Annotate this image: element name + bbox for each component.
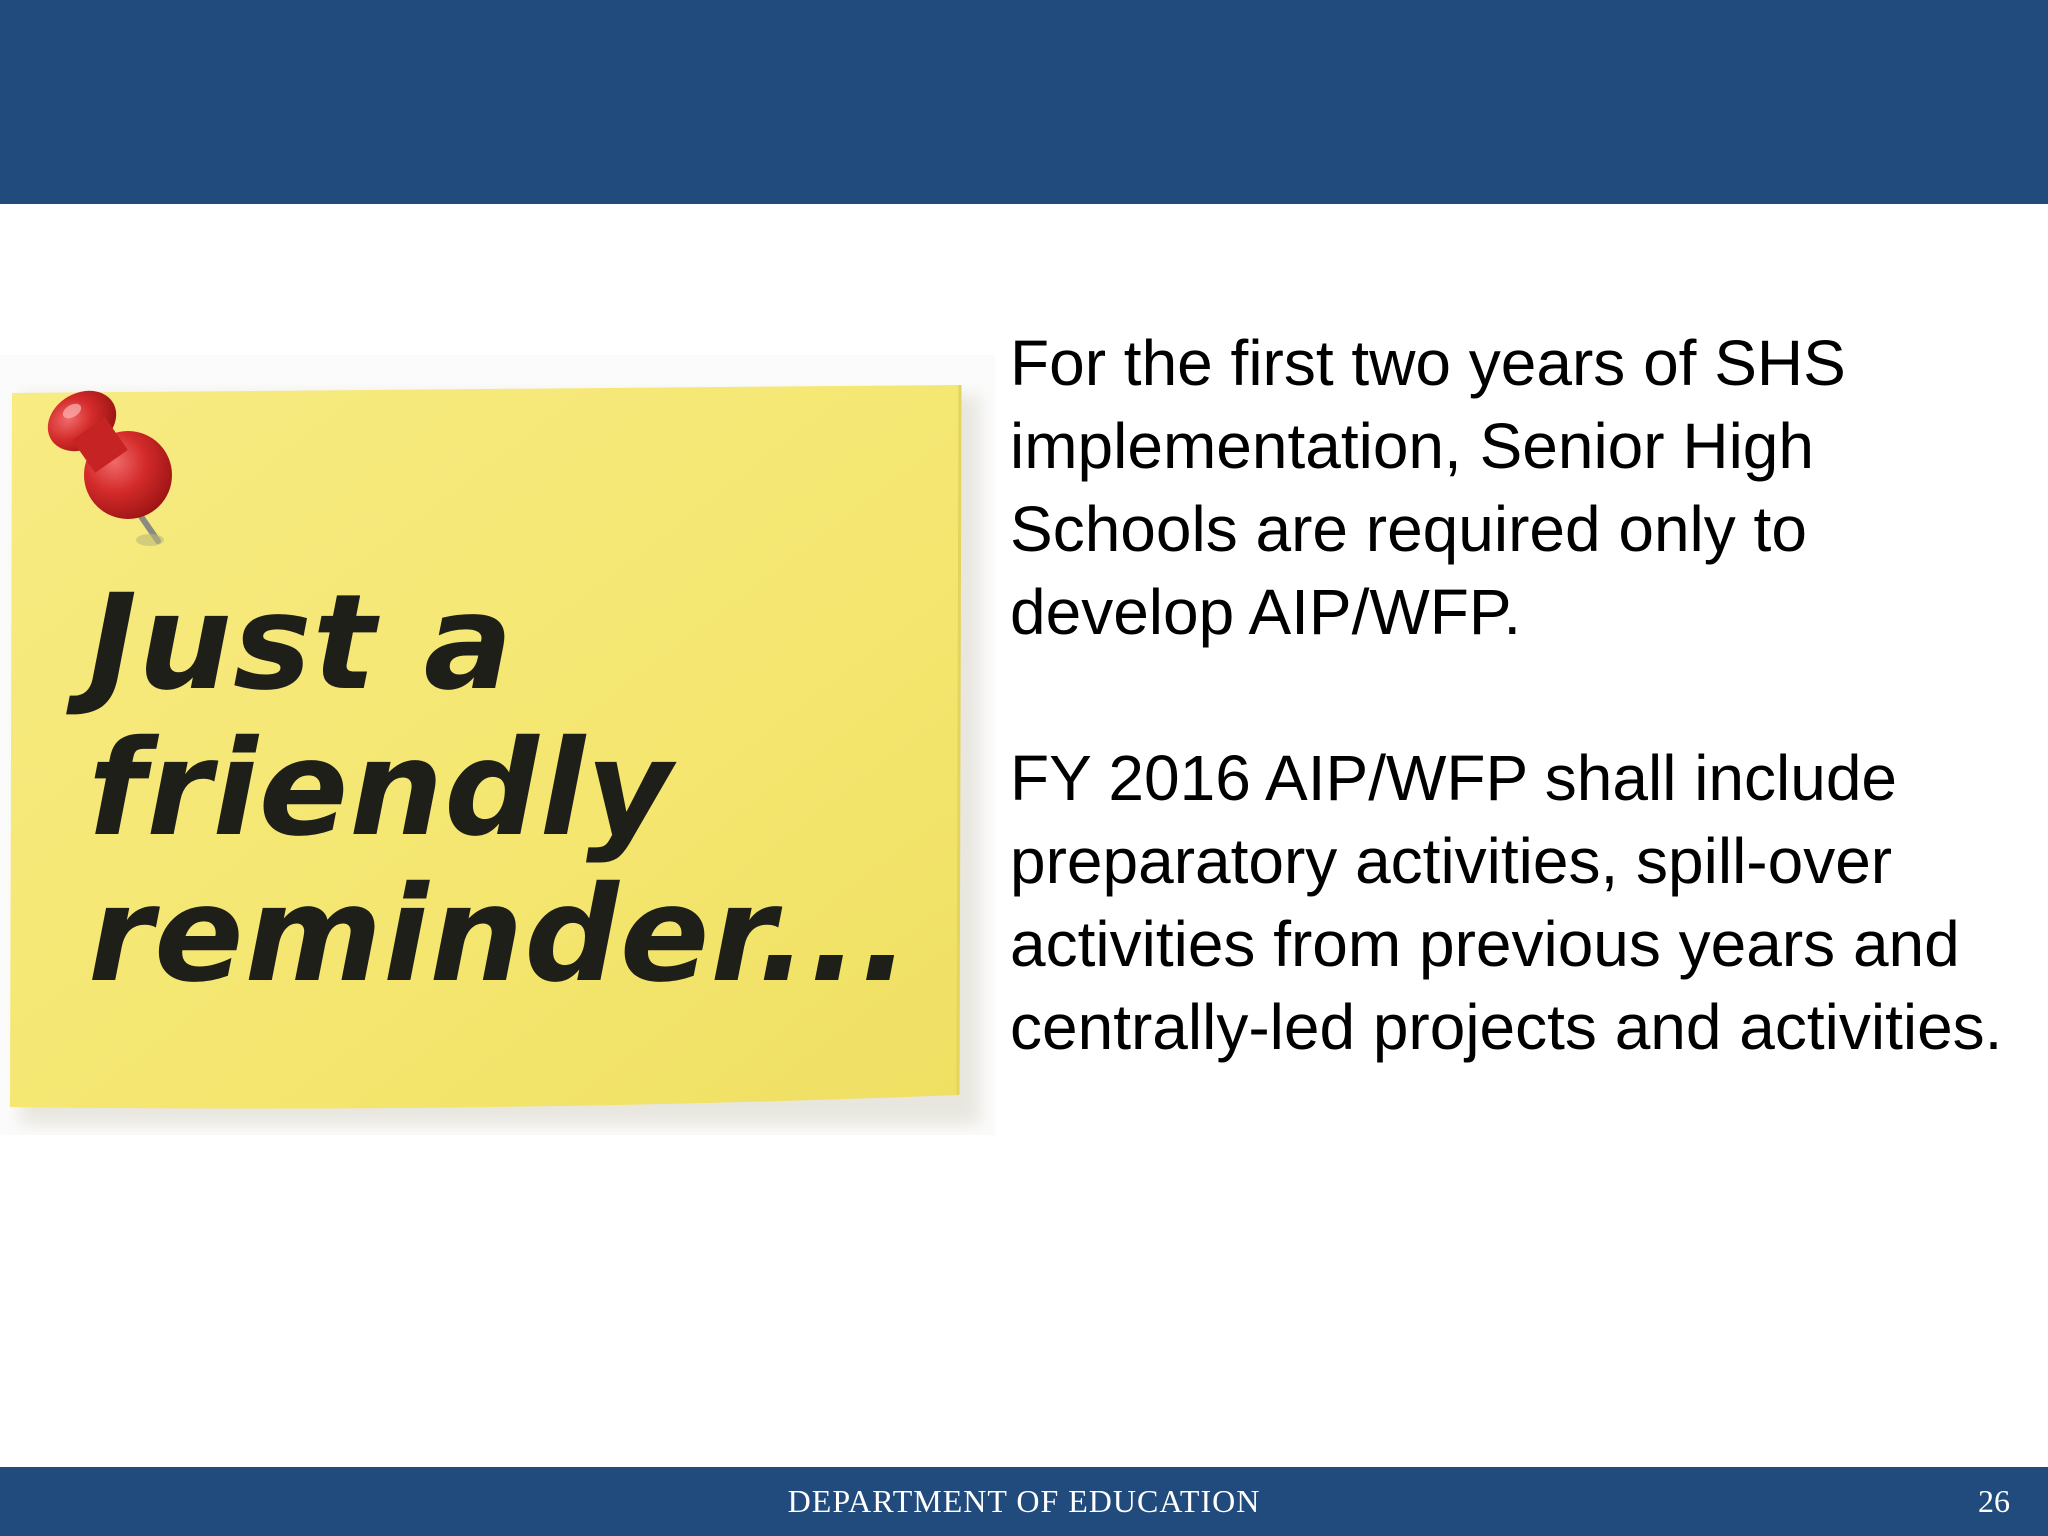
paragraph-shs-requirement: For the first two years of SHS implementation, Senior High Schools are required only to develop AIP/WFP. [1010,327,1846,648]
header-band [0,0,2048,204]
page-number: 26 [1978,1483,2010,1519]
slide-body [1010,322,2010,1069]
paragraph-fy2016-plan: FY 2016 AIP/WFP shall include preparatory activities, spill-over activities from previous years and centrally-led projects and activities. [1010,742,2003,1063]
footer-department-label: DEPARTMENT OF EDUCATION [787,1483,1261,1519]
note-line-3: reminder... [88,858,912,1012]
sticky-note-image [0,355,995,1135]
footer-band [0,1467,2048,1536]
note-line-2: friendly [88,712,674,866]
note-handwriting [88,566,912,1012]
note-line-1: Just a [88,566,514,720]
